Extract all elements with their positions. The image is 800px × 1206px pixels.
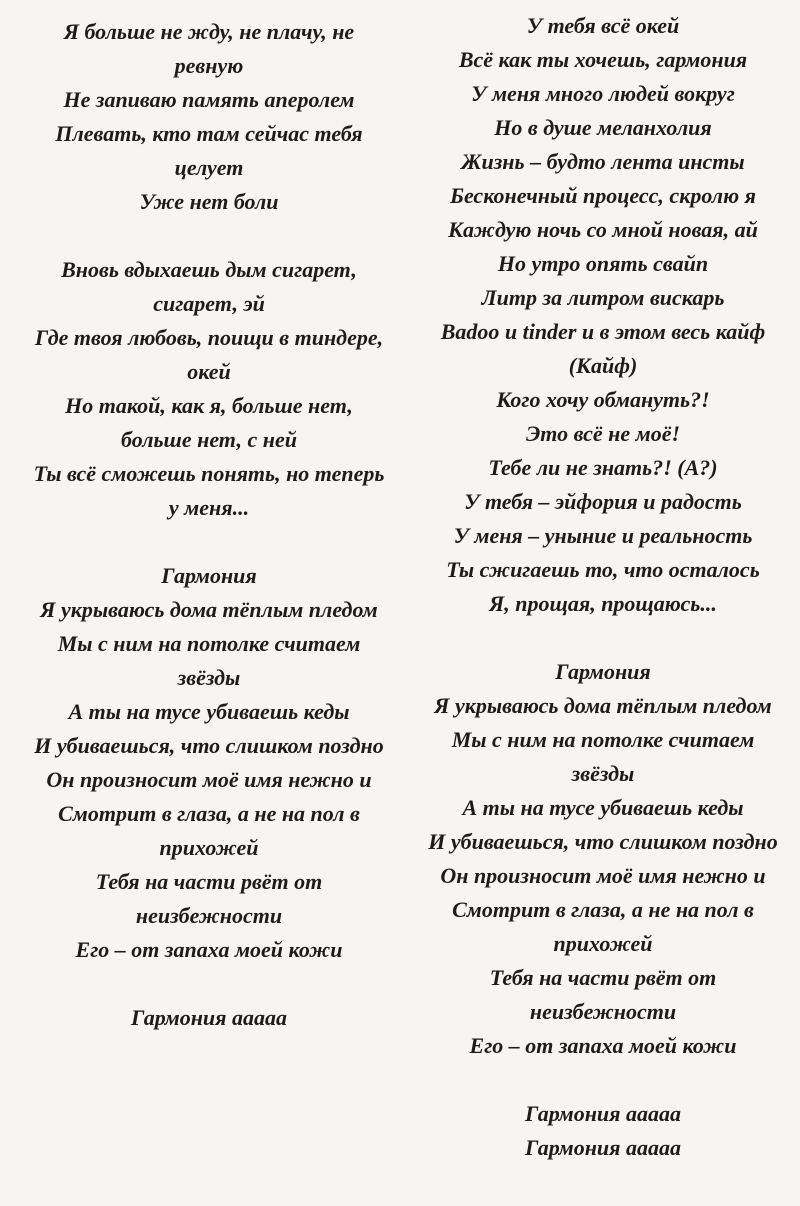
lyric-line: У меня много людей вокруг [471, 81, 735, 106]
lyric-line: неизбежности [135, 903, 283, 928]
lyric-line: Я укрываюсь дома тёплым пледом [40, 597, 378, 622]
stanza [406, 1097, 800, 1165]
lyric-line: Плевать, кто там сейчас тебя [55, 121, 363, 146]
lyric-line: Мы с ним на потолке считаем [451, 727, 755, 752]
lyrics-column-right [406, 0, 800, 1206]
stanza [12, 559, 406, 967]
lyric-line: Не запиваю память аперолем [63, 87, 355, 112]
lyric-line: И убиваешься, что слишком поздно [428, 829, 778, 854]
lyric-line: А ты на тусе убиваешь кеды [68, 699, 350, 724]
lyric-line: у меня... [168, 495, 250, 520]
lyric-line: ревную [174, 53, 244, 78]
lyric-line: И убиваешься, что слишком поздно [34, 733, 384, 758]
lyric-line: А ты на тусе убиваешь кеды [462, 795, 744, 820]
lyric-line: прихожей [159, 835, 259, 860]
stanza [406, 9, 800, 621]
stanza [406, 655, 800, 1063]
lyric-line: Смотрит в глаза, а не на пол в [58, 801, 360, 826]
lyric-line: прихожей [553, 931, 653, 956]
lyric-line: Литр за литром вискарь [481, 285, 725, 310]
lyric-line: Гармония ааааа [525, 1135, 681, 1160]
lyric-line: звёзды [177, 665, 241, 690]
lyric-line: У тебя всё окей [526, 13, 680, 38]
lyric-line: Это всё не моё! [525, 421, 681, 446]
lyric-line: Гармония ааааа [525, 1101, 681, 1126]
lyric-line: Но в душе меланхолия [494, 115, 712, 140]
lyric-line: Тебя на части рвёт от [489, 965, 717, 990]
lyric-line: (Кайф) [568, 353, 638, 378]
lyric-line: Каждую ночь со мной новая, ай [448, 217, 758, 242]
lyric-line: У тебя – эйфория и радость [464, 489, 742, 514]
lyric-line: Гармония ааааа [131, 1005, 287, 1030]
lyric-line: Кого хочу обмануть?! [496, 387, 710, 412]
lyric-line: Вновь вдыхаешь дым сигарет, [61, 257, 357, 282]
lyric-line: Уже нет боли [139, 189, 279, 214]
lyric-line: окей [187, 359, 231, 384]
lyric-line: Где твоя любовь, поищи в тиндере, [34, 325, 384, 350]
lyric-line: Он произносит моё имя нежно и [46, 767, 372, 792]
lyric-line: Он произносит моё имя нежно и [440, 863, 766, 888]
stanza [12, 253, 406, 525]
lyric-line: Тебе ли не знать?! (А?) [488, 455, 718, 480]
lyric-line: Мы с ним на потолке считаем [57, 631, 361, 656]
lyric-line: Ты всё сможешь понять, но теперь [33, 461, 385, 486]
lyric-line: Бесконечный процесс, скролю я [449, 183, 756, 208]
lyric-line: Тебя на части рвёт от [95, 869, 323, 894]
lyric-line: Смотрит в глаза, а не на пол в [452, 897, 754, 922]
lyric-line: больше нет, с ней [121, 427, 297, 452]
lyric-line: Всё как ты хочешь, гармония [458, 47, 748, 72]
lyric-line: Жизнь – будто лента инсты [461, 149, 745, 174]
lyric-line: Ты сжигаешь то, что осталось [446, 557, 760, 582]
lyric-line: Его – от запаха моей кожи [469, 1033, 737, 1058]
lyric-line: неизбежности [529, 999, 677, 1024]
lyric-line: Гармония [161, 563, 257, 588]
stanza [12, 15, 406, 219]
lyric-line: сигарет, эй [153, 291, 265, 316]
lyric-line: Я укрываюсь дома тёплым пледом [434, 693, 772, 718]
stanza [12, 1001, 406, 1035]
lyric-line: Но такой, как я, больше нет, [65, 393, 353, 418]
lyric-line: Но утро опять свайп [497, 251, 709, 276]
lyric-line: целует [174, 155, 244, 180]
lyric-line: Я, прощая, прощаюсь... [489, 591, 717, 616]
lyric-line: Его – от запаха моей кожи [75, 937, 343, 962]
lyric-line: У меня – уныние и реальность [453, 523, 753, 548]
lyrics-column-left [12, 0, 406, 1206]
lyric-line: звёзды [571, 761, 635, 786]
lyric-line: Гармония [555, 659, 651, 684]
lyric-line: Badoo и tinder и в этом весь кайф [440, 319, 766, 344]
lyric-line: Я больше не жду, не плачу, не [63, 19, 355, 44]
